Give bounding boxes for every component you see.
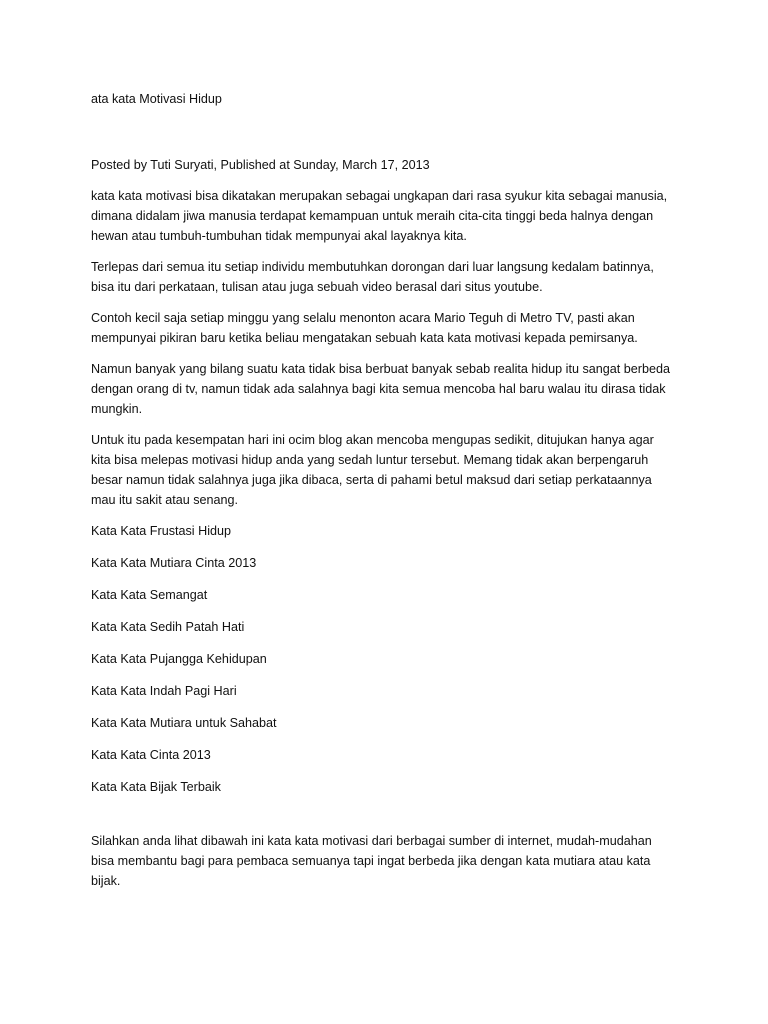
related-link-item: Kata Kata Semangat <box>91 588 208 602</box>
paragraph: Terlepas dari semua itu setiap individu membutuhkan dorongan dari luar langsung kedalam batinnya, bisa itu dari perkataan, tulisan atau juga sebuah video berasal dari situs youtube. <box>91 260 654 294</box>
paragraph: Namun banyak yang bilang suatu kata tidak bisa berbuat banyak sebab realita hidup itu sangat berbeda dengan orang di tv, namun tidak ada salahnya bagi kita semua mencoba hal baru walau itu dirasa tidak mungkin. <box>91 362 671 416</box>
related-link-item: Kata Kata Indah Pagi Hari <box>91 684 237 698</box>
paragraph: Contoh kecil saja setiap minggu yang selalu menonton acara Mario Teguh di Metro TV, pasti akan mempunyai pikiran baru ketika beliau mengatakan sebuah kata kata motivasi kepada pemirsanya. <box>91 311 638 345</box>
related-link-item: Kata Kata Cinta 2013 <box>91 748 211 762</box>
post-byline: Posted by Tuti Suryati, Published at Sunday, March 17, 2013 <box>91 158 430 172</box>
document-title: ata kata Motivasi Hidup <box>91 92 222 106</box>
related-link-item: Kata Kata Sedih Patah Hati <box>91 620 245 634</box>
related-link-item: Kata Kata Frustasi Hidup <box>91 524 232 538</box>
document-body <box>91 89 671 891</box>
related-link-item: Kata Kata Bijak Terbaik <box>91 780 221 794</box>
related-link-item: Kata Kata Mutiara untuk Sahabat <box>91 716 277 730</box>
related-link-item: Kata Kata Pujangga Kehidupan <box>91 652 267 666</box>
closing-paragraph: Silahkan anda lihat dibawah ini kata kata motivasi dari berbagai sumber di internet, mudah-mudahan bisa membantu bagi para pembaca semuanya tapi ingat berbeda jika dengan kata mutiara atau kata bijak. <box>91 834 652 888</box>
paragraph: kata kata motivasi bisa dikatakan merupakan sebagai ungkapan dari rasa syukur kita sebagai manusia, dimana didalam jiwa manusia terdapat kemampuan untuk meraih cita-cita tinggi beda halnya dengan hewan atau tumbuh-tumbuhan tidak mempunyai akal layaknya kita. <box>91 189 668 243</box>
related-link-item: Kata Kata Mutiara Cinta 2013 <box>91 556 257 570</box>
related-links-list <box>91 521 671 797</box>
paragraph: Untuk itu pada kesempatan hari ini ocim blog akan mencoba mengupas sedikit, ditujukan hanya agar kita bisa melepas motivasi hidup anda yang sedah luntur tersebut. Memang tidak akan berpengaruh besar namun tidak salahnya juga jika dibaca, serta di pahami betul maksud dari setiap perkataannya mau itu sakit atau senang. <box>91 433 654 507</box>
